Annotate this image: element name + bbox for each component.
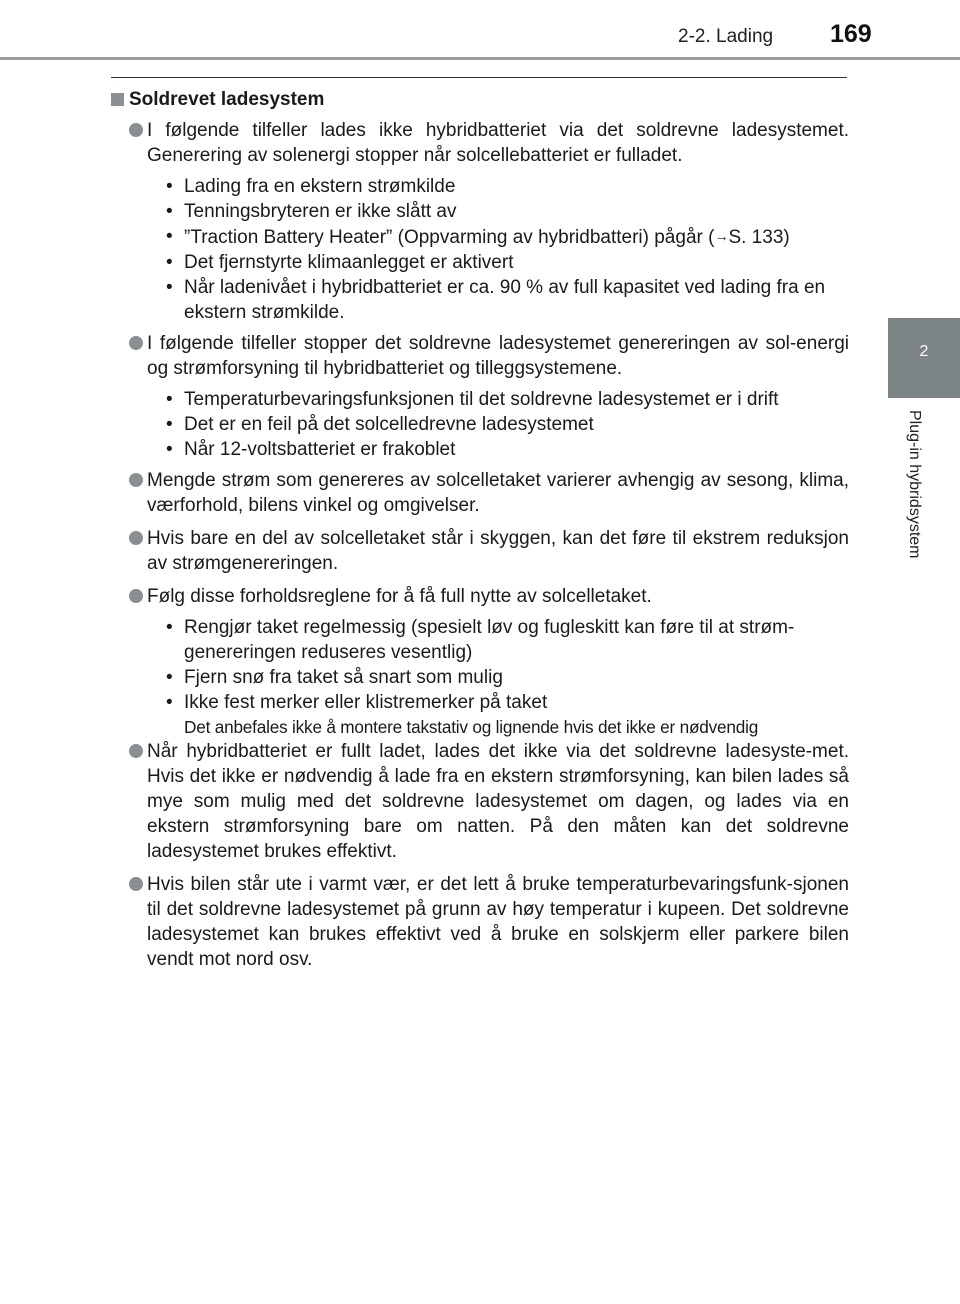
arrow-right-icon: → xyxy=(714,228,729,244)
paragraph-text: I følgende tilfeller lades ikke hybridbatteriet via det soldrevne ladesystemet. Generering av solenergi stopper når solcellebatteriet er fulladet. xyxy=(147,120,849,166)
paragraph xyxy=(111,526,849,576)
paragraph-text: Hvis bare en del av solcelletaket står i skyggen, kan det føre til ekstrem reduksjon av strømgenereringen. xyxy=(147,528,849,574)
circle-bullet-icon xyxy=(129,877,143,891)
paragraph xyxy=(111,739,849,864)
sub-list xyxy=(111,174,849,325)
paragraph-text: Hvis bilen står ute i varmt vær, er det lett å bruke temperaturbevaringsfunk-sjonen til det soldrevne ladesystemet på grunn av høy temperatur i kupeen. Det soldrevne ladesystemet kan brukes effektivt ved å bruke en solskjerm eller parkere bilen vendt mot nord osv. xyxy=(147,874,849,970)
list-item: • Fjern snø fra taket så snart som mulig xyxy=(166,667,503,688)
list-item: • Når ladenivået i hybridbatteriet er ca. 90 % av full kapasitet ved lading fra en ekstern strømkilde. xyxy=(166,277,826,323)
circle-bullet-icon xyxy=(129,473,143,487)
circle-bullet-icon xyxy=(129,589,143,603)
paragraph xyxy=(111,584,849,609)
sub-list xyxy=(111,615,849,715)
circle-bullet-icon xyxy=(129,744,143,758)
page-number: 169 xyxy=(830,20,872,48)
paragraph xyxy=(111,468,849,518)
paragraph-text: Når hybridbatteriet er fullt ladet, lades det ikke via det soldrevne ladesyste-met. Hvis det ikke er nødvendig å lade fra en ekstern strømforsyning, kan bilen lades så mye som mulig med det soldrevne ladesystemet om dagen, og lades via en ekstern strømforsyning bare om natten. På den måten kan det soldrevne ladesystemet brukes effektivt. xyxy=(147,741,849,862)
list-item: • Det fjernstyrte klimaanlegget er aktivert xyxy=(166,252,514,273)
list-item: • Ikke fest merker eller klistremerker på taket xyxy=(166,692,548,713)
list-item: • Når 12-voltsbatteriet er frakoblet xyxy=(166,439,456,460)
circle-bullet-icon xyxy=(129,336,143,350)
paragraph xyxy=(111,872,849,972)
page-content xyxy=(111,87,849,972)
list-item: • Temperaturbevaringsfunksjonen til det soldrevne ladesystemet er i drift xyxy=(166,389,779,410)
content-top-rule xyxy=(111,77,847,78)
paragraph xyxy=(111,331,849,381)
section-heading xyxy=(111,87,849,112)
circle-bullet-icon xyxy=(129,531,143,545)
circle-bullet-icon xyxy=(129,123,143,137)
chapter-tab-number: 2 xyxy=(919,343,929,360)
header-rule xyxy=(0,57,960,60)
paragraph-text: Mengde strøm som genereres av solcelletaket varierer avhengig av sesong, klima, værforhold, bilens vinkel og omgivelser. xyxy=(147,470,849,516)
list-item: • Det er en feil på det solcelledrevne ladesystemet xyxy=(166,414,594,435)
paragraph-text: Følg disse forholdsreglene for å få full nytte av solcelletaket. xyxy=(147,586,652,607)
square-bullet-icon xyxy=(111,93,124,106)
list-item: • Lading fra en ekstern strømkilde xyxy=(166,176,456,197)
list-note: Det anbefales ikke å montere takstativ og lignende hvis det ikke er nødvendig xyxy=(184,717,759,737)
paragraph xyxy=(111,118,849,168)
list-item: • Tenningsbryteren er ikke slått av xyxy=(166,201,457,222)
list-item: • Rengjør taket regelmessig (spesielt løv og fugleskitt kan føre til at strøm-genereringen reduseres vesentlig) xyxy=(166,617,795,663)
section-title: Soldrevet ladesystem xyxy=(129,89,325,110)
page-reference-link[interactable]: S. 133) xyxy=(728,227,790,248)
list-item: • ”Traction Battery Heater” (Oppvarming av hybridbatteri) pågår (→S. 133) xyxy=(166,226,790,248)
chapter-tab xyxy=(888,318,960,398)
chapter-tab-label: Plug-in hybridsystem xyxy=(906,410,923,559)
paragraph-text: I følgende tilfeller stopper det soldrevne ladesystemet genereringen av sol-energi og strømforsyning til hybridbatteriet og tilleggsystemene. xyxy=(147,333,849,379)
sub-list xyxy=(111,387,849,462)
header-section-title: 2-2. Lading xyxy=(678,26,774,47)
